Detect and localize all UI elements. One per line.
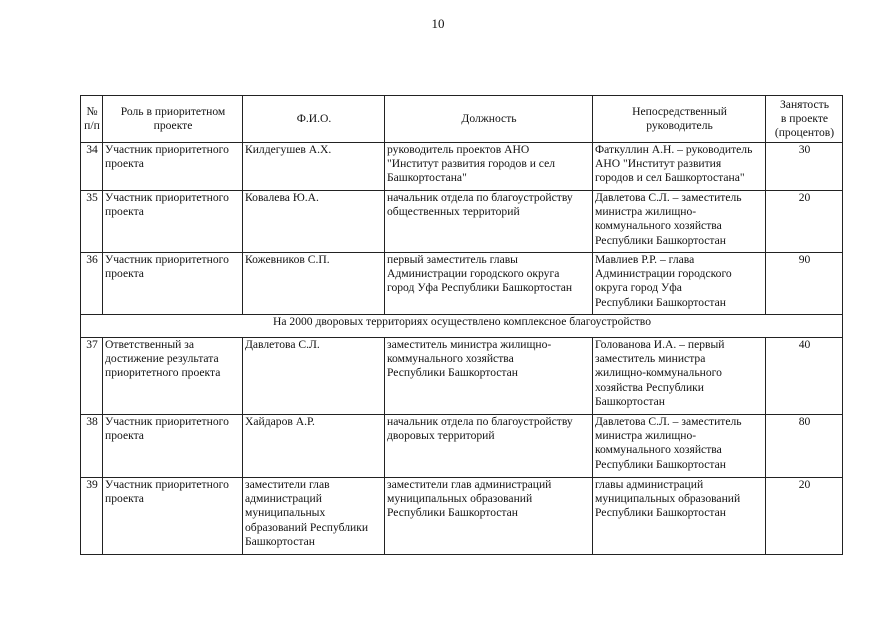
row-position: руководитель проектов АНО "Институт развития городов и сел Башкортостана": [385, 143, 593, 191]
row-fio: Кожевников С.П.: [243, 253, 385, 315]
row-share: 40: [766, 338, 843, 415]
section-row: [81, 315, 843, 338]
table-row: [81, 191, 843, 253]
row-role: Участник приоритетного проекта: [103, 143, 243, 191]
row-fio: Ковалева Ю.А.: [243, 191, 385, 253]
row-manager: Мавлиев Р.Р. – глава Администрации городского округа город Уфа Республики Башкортостан: [593, 253, 766, 315]
header-fio: Ф.И.О.: [243, 96, 385, 143]
row-manager: Голованова И.А. – первый заместитель министра жилищно-коммунального хозяйства Республики Башкортостан: [593, 338, 766, 415]
table-row: [81, 253, 843, 315]
row-manager: Фаткуллин А.Н. – руководитель АНО "Институт развития городов и сел Башкортостана": [593, 143, 766, 191]
row-number: 39: [81, 478, 103, 555]
project-staff-table: [80, 95, 843, 555]
row-manager: Давлетова С.Л. – заместитель министра жилищно- коммунального хозяйства Республики Башкортостан: [593, 415, 766, 478]
row-fio: Давлетова С.Л.: [243, 338, 385, 415]
row-role: Участник приоритетного проекта: [103, 191, 243, 253]
row-fio: заместители глав администраций муниципальных образований Республики Башкортостан: [243, 478, 385, 555]
row-role: Участник приоритетного проекта: [103, 253, 243, 315]
table-row: [81, 143, 843, 191]
header-num: № п/п: [81, 96, 103, 143]
row-position: заместитель министра жилищно- коммунального хозяйства Республики Башкортостан: [385, 338, 593, 415]
row-position: начальник отдела по благоустройству дворовых территорий: [385, 415, 593, 478]
section-title: На 2000 дворовых территориях осуществлено комплексное благоустройство: [81, 315, 843, 338]
row-role: Участник приоритетного проекта: [103, 478, 243, 555]
row-number: 36: [81, 253, 103, 315]
row-share: 90: [766, 253, 843, 315]
row-share: 20: [766, 478, 843, 555]
row-manager: главы администраций муниципальных образований Республики Башкортостан: [593, 478, 766, 555]
row-share: 20: [766, 191, 843, 253]
row-position: начальник отдела по благоустройству общественных территорий: [385, 191, 593, 253]
row-number: 34: [81, 143, 103, 191]
header-manager: Непосредственный руководитель: [593, 96, 766, 143]
header-role: Роль в приоритетном проекте: [103, 96, 243, 143]
row-position: заместители глав администраций муниципальных образований Республики Башкортостан: [385, 478, 593, 555]
row-number: 38: [81, 415, 103, 478]
table-row: [81, 338, 843, 415]
row-fio: Килдегушев А.Х.: [243, 143, 385, 191]
header-position: Должность: [385, 96, 593, 143]
header-share: Занятость в проекте (процентов): [766, 96, 843, 143]
row-position: первый заместитель главы Администрации городского округа город Уфа Республики Башкортостан: [385, 253, 593, 315]
row-share: 30: [766, 143, 843, 191]
page-number: 10: [431, 16, 445, 31]
table-header-row: [81, 96, 843, 143]
table-row: [81, 415, 843, 478]
row-role: Ответственный за достижение результата приоритетного проекта: [103, 338, 243, 415]
row-manager: Давлетова С.Л. – заместитель министра жилищно- коммунального хозяйства Республики Башкортостан: [593, 191, 766, 253]
table-row: [81, 478, 843, 555]
row-number: 37: [81, 338, 103, 415]
row-fio: Хайдаров А.Р.: [243, 415, 385, 478]
row-share: 80: [766, 415, 843, 478]
row-number: 35: [81, 191, 103, 253]
row-role: Участник приоритетного проекта: [103, 415, 243, 478]
